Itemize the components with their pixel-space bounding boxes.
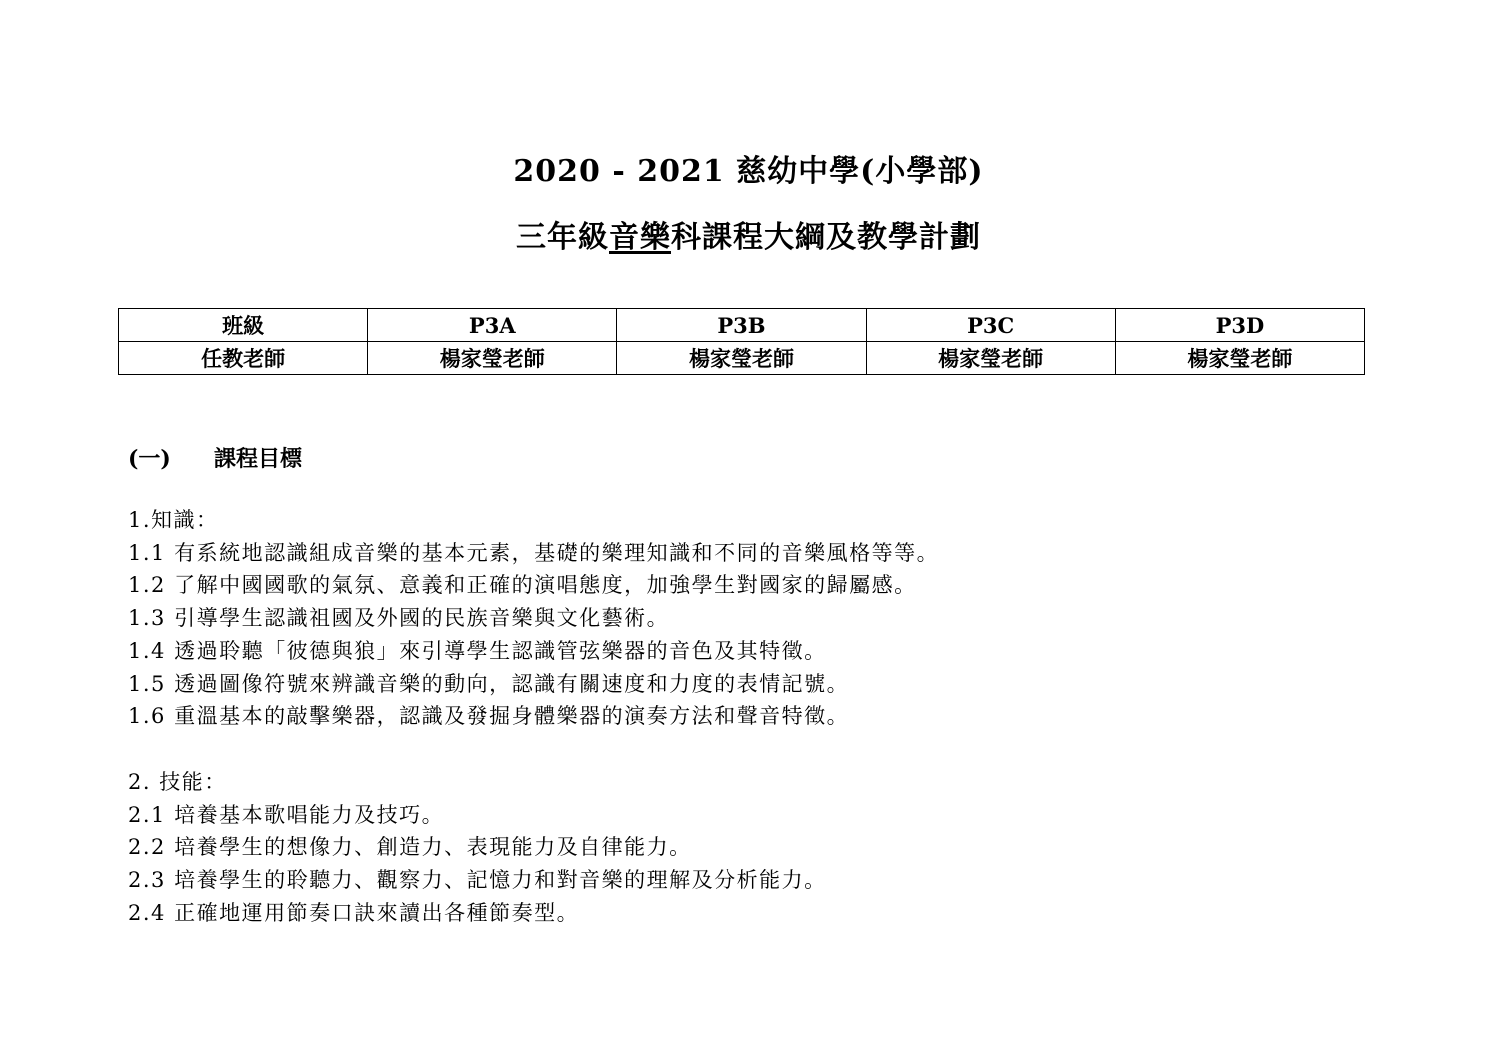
table-cell: 楊家瑩老師 bbox=[1115, 342, 1364, 375]
table-row-teacher bbox=[119, 342, 1365, 375]
section-heading bbox=[128, 442, 302, 473]
list-item: 1.3 引導學生認識祖國及外國的民族音樂與文化藝術。 bbox=[128, 606, 670, 631]
table-cell: P3D bbox=[1115, 309, 1364, 342]
list-item: 1.4 透過聆聽「彼德與狼」來引導學生認識管弦樂器的音色及其特徵。 bbox=[128, 638, 827, 663]
document-subtitle bbox=[0, 212, 1497, 256]
table-cell: 任教老師 bbox=[119, 342, 368, 375]
table-cell: P3C bbox=[866, 309, 1115, 342]
subtitle-suffix: 科課程大綱及教學計劃 bbox=[671, 220, 981, 255]
skills-heading: 2. 技能： bbox=[128, 770, 227, 794]
table-cell: P3B bbox=[617, 309, 866, 342]
knowledge-heading: 1.知識： bbox=[128, 508, 219, 532]
list-item: 1.6 重溫基本的敲擊樂器，認識及發掘身體樂器的演奏方法和聲音特徵。 bbox=[128, 704, 850, 729]
section-number: (一) bbox=[128, 446, 171, 472]
skills-list bbox=[128, 766, 827, 930]
knowledge-list bbox=[128, 504, 939, 733]
table-row-class bbox=[119, 309, 1365, 342]
table-cell: 楊家瑩老師 bbox=[866, 342, 1115, 375]
table-cell: P3A bbox=[368, 309, 617, 342]
list-item: 1.1 有系統地認識組成音樂的基本元素，基礎的樂理知識和不同的音樂風格等等。 bbox=[128, 540, 940, 565]
table-cell: 班級 bbox=[119, 309, 368, 342]
document-title: 2020 - 2021 慈幼中學(小學部) bbox=[513, 154, 984, 189]
class-teacher-table bbox=[118, 308, 1365, 375]
section-title: 課程目標 bbox=[214, 446, 303, 472]
list-item: 1.5 透過圖像符號來辨識音樂的動向，認識有關速度和力度的表情記號。 bbox=[128, 671, 850, 696]
subtitle-prefix: 三年級 bbox=[516, 220, 609, 255]
table-cell: 楊家瑩老師 bbox=[617, 342, 866, 375]
table-cell: 楊家瑩老師 bbox=[368, 342, 617, 375]
list-item: 2.2 培養學生的想像力、創造力、表現能力及自律能力。 bbox=[128, 835, 692, 860]
list-item: 2.4 正確地運用節奏口訣來讀出各種節奏型。 bbox=[128, 900, 580, 925]
list-item: 1.2 了解中國國歌的氣氛、意義和正確的演唱態度，加強學生對國家的歸屬感。 bbox=[128, 573, 917, 598]
subtitle-subject: 音樂 bbox=[609, 220, 671, 255]
list-item: 2.1 培養基本歌唱能力及技巧。 bbox=[128, 802, 445, 827]
list-item: 2.3 培養學生的聆聽力、觀察力、記憶力和對音樂的理解及分析能力。 bbox=[128, 868, 827, 893]
